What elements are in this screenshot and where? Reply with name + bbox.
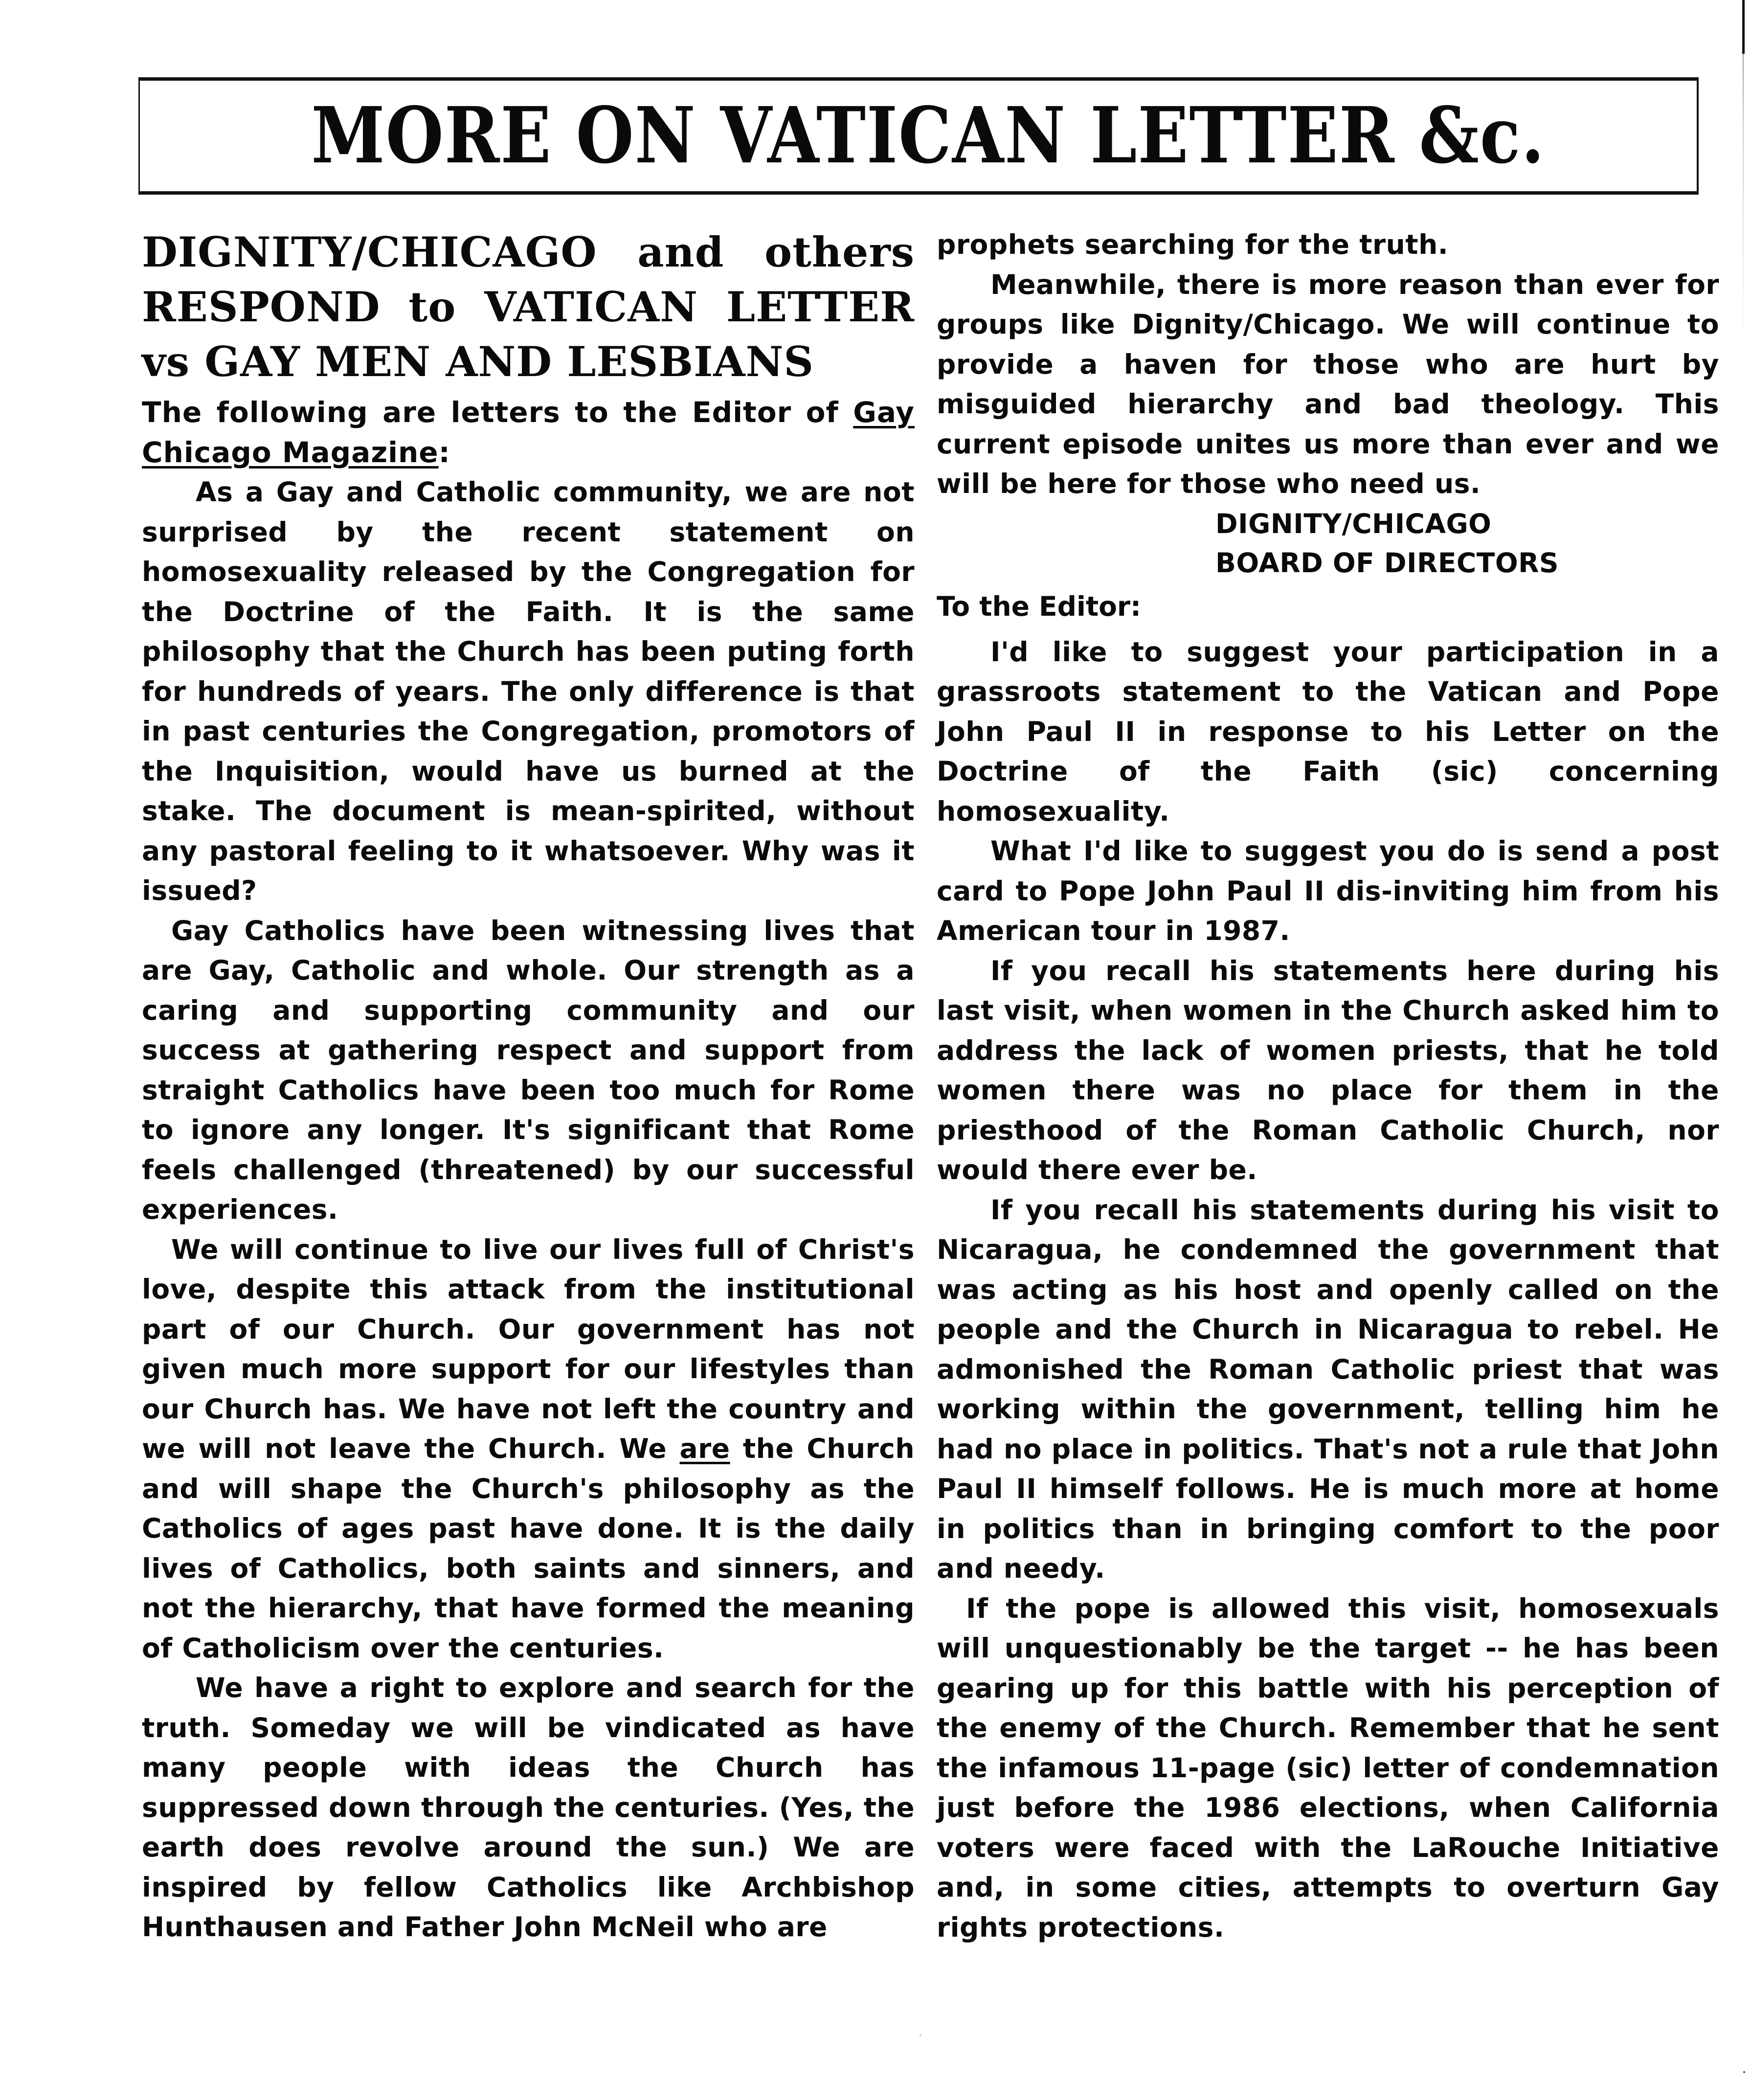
signature-board: BOARD OF DIRECTORS (1215, 547, 1559, 579)
page-title: MORE ON VATICAN LETTER &c. (311, 90, 1545, 181)
letter2-paragraph-2: What I'd like to suggest you do is send a post card to Pope John Paul II dis-inviting him from his American tour in 1987. (937, 835, 1719, 946)
left-column (142, 225, 915, 1947)
letter2-paragraph-3: If you recall his statements here during his last visit, when women in the Church asked him to address the lack of women priests, that he told women there was no place for them in the priesthood of the Roman Catholic Church, nor would there ever be. (937, 955, 1719, 1185)
scan-speck (920, 2034, 921, 2036)
scan-edge-artifact (1742, 0, 1745, 54)
letter1-paragraph-4-cont: prophets searching for the truth. (937, 229, 1449, 260)
headline-line-3: vs GAY MEN AND LESBIANS (142, 337, 814, 386)
letter2-paragraph-5: If the pope is allowed this visit, homosexuals will unquestionably be the target -- he has been gearing up for this battle with his perception of the enemy of the Church. Remember that he sent the infamous 11-page (sic) letter of condemnation just before the 1986 elections, when California voters were faced with the LaRouche Initiative and, in some cities, attempts to overturn Gay rights protections. (937, 1592, 1719, 1943)
letter2-paragraph-1: I'd like to suggest your participation in a grassroots statement to the Vatican and Pope John Paul II in response to his Letter on the Doctrine of the Faith (sic) concerning homosexuality. (937, 636, 1719, 827)
letter1-paragraph-2: Gay Catholics have been witnessing lives that are Gay, Catholic and whole. Our strength as a caring and supporting community and our success at gathering respect and support from straight Catholics have been too much for Rome to ignore any longer. It's significant that Rome feels challenged (threatened) by our successful experiences. (142, 915, 915, 1225)
letter1-signature (937, 504, 1719, 582)
intro-suffix: : (438, 436, 450, 469)
letter2-salutation: To the Editor: (937, 590, 1142, 622)
headline-line-1: DIGNITY/CHICAGO and others (142, 228, 915, 276)
article-headline (142, 225, 915, 389)
scan-speck (1743, 2071, 1745, 2073)
page-header-box (138, 77, 1699, 195)
letter1-paragraph-1: As a Gay and Catholic community, we are not surprised by the recent statement on homosexuality released by the Congregation for the Doctrine of the Faith. It is the same philosophy that the Church has been puting forth for hundreds of years. The only difference is that in past centuries the Congregation, promotors of the Inquisition, would have us burned at the stake. The document is mean-spirited, without any pastoral feeling to it whatsoever. Why was it issued? (142, 476, 915, 906)
scan-edge-artifact-faint (1743, 54, 1744, 787)
letter1-paragraph-3-text: We will continue to live our lives full of Christ's love, despite this attack from the institutional part of our Church. Our government has not given much more support for our lifestyles than our Church has. We have not left the country and we will not leave the Church. We (142, 1233, 915, 1464)
signature-org: DIGNITY/CHICAGO (1215, 508, 1492, 539)
letter1-paragraph-3 (142, 1230, 915, 1669)
emphasis-word: are (679, 1433, 730, 1464)
letter1-paragraph-5: Meanwhile, there is more reason than ever for groups like Dignity/Chicago. We will continue to provide a haven for those who are hurt by misguided hierarchy and bad theology. This current episode unites us more than ever and we will be here for those who need us. (937, 268, 1719, 499)
letter1-paragraph-3-cont: the Church and will shape the Church's philosophy as the Catholics of ages past have done. It is the daily lives of Catholics, both saints and sinners, and not the hierarchy, that have formed the meaning of Catholicism over the centuries. (142, 1433, 915, 1664)
intro-prefix: The following are letters to the Editor of (142, 396, 853, 429)
letter1-paragraph-4: We have a right to explore and search for the truth. Someday we will be vindicated as have many people with ideas the Church has suppressed down through the centuries. (Yes, the earth does revolve around the sun.) We are inspired by fellow Catholics like Archbishop Hunthausen and Father John McNeil who are (142, 1672, 915, 1943)
letter2-paragraph-4: If you recall his statements during his visit to Nicaragua, he condemned the government that was acting as his host and openly called on the people and the Church in Nicaragua to rebel. He admonished the Roman Catholic priest that was working within the government, telling him he had no place in politics. That's not a rule that John Paul II himself follows. He is much more at home in politics than in bringing comfort to the poor and needy. (937, 1194, 1719, 1584)
headline-line-2: RESPOND to VATICAN LETTER (142, 283, 915, 331)
article-intro (142, 392, 915, 472)
right-column (937, 225, 1719, 1947)
publication-name: Gay Chicago Magazine (142, 396, 915, 469)
